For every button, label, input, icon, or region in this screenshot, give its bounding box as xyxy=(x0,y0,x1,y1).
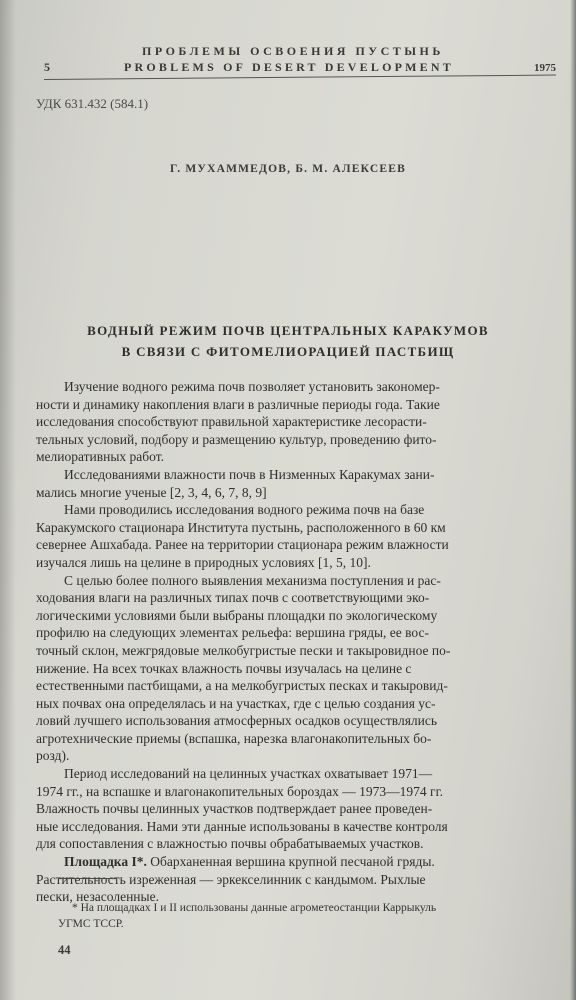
text-line: Нами проводились исследования водного режима почв на базе xyxy=(64,502,425,518)
journal-title-en: PROBLEMS OF DESERT DEVELOPMENT xyxy=(124,60,454,74)
text-line: естественными пастбищами, а на мелкобугристых песках и такыровид- xyxy=(36,678,448,694)
text-line: ных почвах она определялась и на участках, где с целью создания ус- xyxy=(36,695,436,711)
text-line: Растительность изреженная — эркекселинник с кандымом. Рыхлые xyxy=(36,871,426,887)
udc-code: УДК 631.432 (584.1) xyxy=(36,96,149,111)
text-line: Период исследований на целинных участках охватывает 1971— xyxy=(64,766,433,782)
running-header xyxy=(44,38,558,86)
page-edge xyxy=(570,0,576,1000)
text-line: ловий лучшего использования атмосферных осадков осуществлялись xyxy=(36,713,438,729)
text-line: севернее Ашхабада. Ранее на территории стационара режим влажности xyxy=(36,537,449,553)
footnote-line-1: * На площадках I и II использованы данные агрометеостанции Каррыкуль xyxy=(72,902,437,914)
text-line: исследования способствуют правильной характеристике лесорасти- xyxy=(36,414,427,430)
paragraph-5 xyxy=(36,765,556,853)
text-line: мались многие ученые [2, 3, 4, 6, 7, 8, 9] xyxy=(36,484,267,500)
text-line: тельных условий, подбору и размещению культур, проведению фито- xyxy=(36,431,437,447)
journal-title-ru: ПРОБЛЕМЫ ОСВОЕНИЯ ПУСТЫНЬ xyxy=(142,44,444,58)
title-line-2: В СВЯЗИ С ФИТОМЕЛИОРАЦИЕЙ ПАСТБИЩ xyxy=(121,344,455,359)
plot-1-description xyxy=(36,853,556,906)
footnote-rule xyxy=(58,878,116,879)
issue-number: 5 xyxy=(44,60,50,74)
article-title xyxy=(0,320,576,362)
text-line: Каракумского стационара Института пустынь, расположенного в 60 км xyxy=(36,519,446,535)
footnote xyxy=(58,900,558,932)
text-line: С целью более полного выявления механизма поступления и рас- xyxy=(64,572,441,588)
plot-1-text: Обарханенная вершина крупной песчаной гряды. xyxy=(146,854,435,870)
text-line: логическими условиями были выбраны площадки по экологическому xyxy=(36,607,438,623)
text-line: Изучение водного режима почв позволяет установить закономер- xyxy=(64,379,440,394)
text-line: нижение. На всех точках влажность почвы изучалась на целине с xyxy=(36,660,412,676)
text-line: агротехнические приемы (вспашка, нарезка влагонакопительных бо- xyxy=(36,730,432,746)
title-line-1: ВОДНЫЙ РЕЖИМ ПОЧВ ЦЕНТРАЛЬНЫХ КАРАКУМОВ xyxy=(87,323,489,338)
text-line: розд). xyxy=(36,748,70,764)
text-line: точный склон, межгрядовые мелкобугристые пески и такыровидное по- xyxy=(36,642,451,658)
text-line: Влажность почвы целинных участков подтверждает ранее проведен- xyxy=(36,801,433,817)
text-line: Исследованиями влажности почв в Низменных Каракумах зани- xyxy=(64,466,435,482)
text-line: 1974 гг., на вспашке и влагонакопительных бороздах — 1973—1974 гг. xyxy=(36,783,443,799)
paragraph-2 xyxy=(36,466,556,501)
paragraph-4 xyxy=(36,572,556,766)
text-line: ности и динамику накопления влаги в различные периоды года. Такие xyxy=(36,396,440,412)
plot-1-label: Площадка I*. xyxy=(64,854,147,870)
text-line: для сопоставления с влажностью почвы обрабатываемых участков. xyxy=(36,836,424,852)
header-rule xyxy=(44,75,556,80)
authors: Г. МУХАММЕДОВ, Б. М. АЛЕКСЕЕВ xyxy=(170,163,406,175)
text-line: профилю на следующих элементах рельефа: вершина гряды, ее вос- xyxy=(36,625,430,641)
paragraph-1 xyxy=(36,378,556,466)
spine-shadow xyxy=(0,0,16,1000)
issue-year: 1975 xyxy=(534,62,556,74)
footnote-line-2: УГМС ТССР. xyxy=(58,918,124,930)
text-line: ходования влаги на различных типах почв с соответствующими эко- xyxy=(36,590,430,606)
text-line xyxy=(60,853,556,871)
text-line: изучался лишь на целине в природных условиях [1, 5, 10]. xyxy=(36,554,371,570)
paragraph-3 xyxy=(36,501,556,571)
text-line: пески, незасоленные. xyxy=(36,889,159,905)
text-line: мелиоративных работ. xyxy=(36,449,164,465)
article-body xyxy=(36,378,556,906)
text-line: ные исследования. Нами эти данные использованы в качестве контроля xyxy=(36,818,448,834)
page-number: 44 xyxy=(58,943,71,957)
